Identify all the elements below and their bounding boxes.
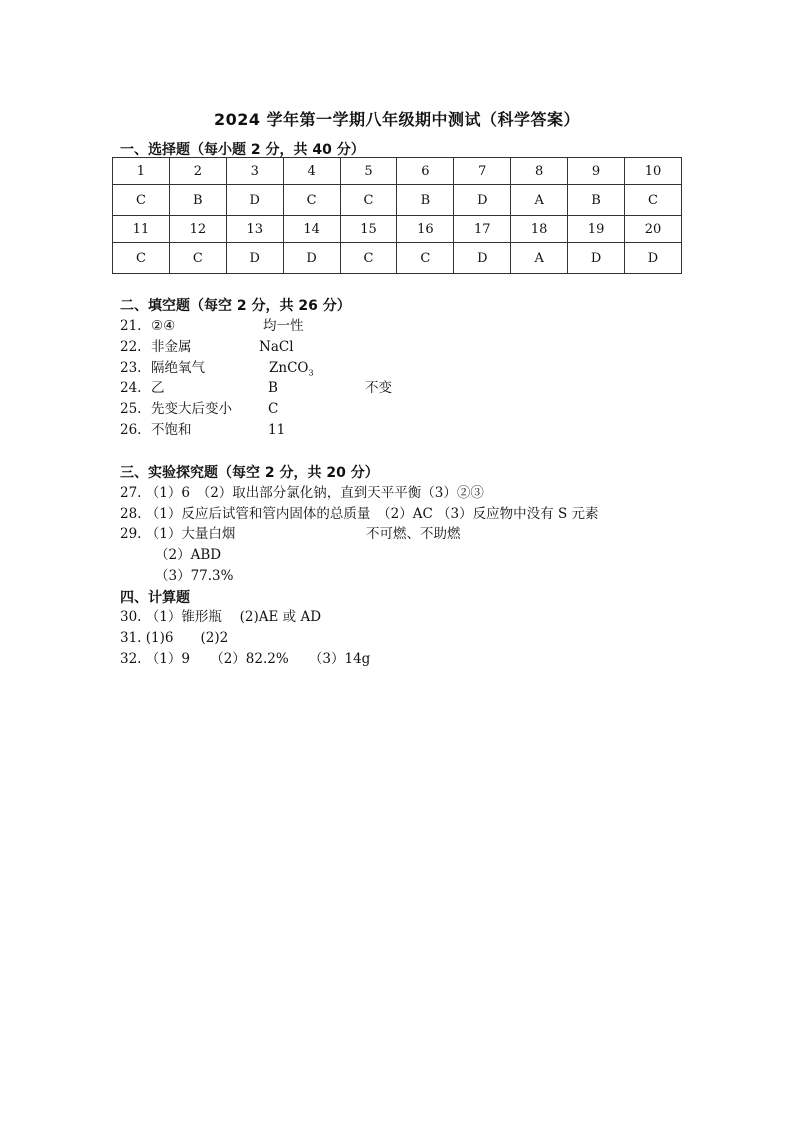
question-number: 22.	[120, 339, 142, 355]
question-number: 25.	[120, 401, 142, 417]
answer-cell: D	[283, 243, 340, 274]
answer-blank-1: ②④	[151, 318, 176, 334]
answer-blank-2: 均一性	[263, 318, 304, 334]
question-number-cell: 15	[340, 216, 397, 243]
question-number-cell: 9	[568, 158, 625, 185]
answer-cell: D	[625, 243, 682, 274]
question-number-cell: 12	[169, 216, 226, 243]
answer-line-27: 27. （1）6 （2）取出部分氯化钠，直到天平平衡（3）②③	[120, 485, 484, 501]
multiple-choice-answer-table	[112, 157, 682, 274]
answer-cell: C	[340, 185, 397, 216]
answer-blank-1: 先变大后变小	[151, 401, 232, 417]
answer-cell: B	[169, 185, 226, 216]
question-number-cell: 4	[283, 158, 340, 185]
question-number-cell: 7	[454, 158, 511, 185]
answer-blank-2: NaCl	[259, 339, 294, 355]
question-number-cell: 18	[511, 216, 568, 243]
answer-line-24	[120, 378, 720, 398]
section-2-heading: 二、填空题（每空 2 分，共 26 分）	[120, 298, 351, 314]
question-number-cell: 20	[625, 216, 682, 243]
answer-part-1-b: 不可燃、不助燃	[366, 526, 461, 542]
section-1-heading: 一、选择题（每小题 2 分，共 40 分）	[120, 142, 365, 158]
question-number: 23.	[120, 360, 142, 376]
answer-line-25	[120, 399, 720, 419]
answer-cell: B	[397, 185, 454, 216]
question-number-cell: 16	[397, 216, 454, 243]
answer-blank-2: 11	[268, 422, 286, 438]
answer-blank-2: C	[268, 401, 279, 417]
answer-cell: C	[283, 185, 340, 216]
answer-blank-1: 非金属	[151, 339, 192, 355]
question-number-cell: 14	[283, 216, 340, 243]
answer-line-32: 32. （1）9 （2）82.2% （3）14g	[120, 651, 371, 667]
answer-cell: C	[625, 185, 682, 216]
question-number-cell: 3	[226, 158, 283, 185]
answer-cell: A	[511, 243, 568, 274]
question-number-cell: 11	[113, 216, 170, 243]
answer-cell: C	[113, 243, 170, 274]
answer-blank-1: 隔绝氧气	[151, 360, 205, 376]
answer-line-30: 30. （1）锥形瓶 (2)AE 或 AD	[120, 609, 322, 625]
answer-line-29	[120, 524, 720, 544]
answer-cell: C	[397, 243, 454, 274]
answer-line-22	[120, 337, 720, 357]
table-row	[113, 185, 682, 216]
answer-cell: C	[113, 185, 170, 216]
question-number-cell: 5	[340, 158, 397, 185]
answer-line-29-part-3: （3）77.3%	[155, 568, 234, 584]
question-number-cell: 6	[397, 158, 454, 185]
answer-line-28: 28. （1）反应后试管和管内固体的总质量 （2）AC （3）反应物中没有 S 元素	[120, 506, 599, 522]
question-number-cell: 8	[511, 158, 568, 185]
question-number-cell: 17	[454, 216, 511, 243]
answer-cell: B	[568, 185, 625, 216]
table-row	[113, 243, 682, 274]
question-number: 21.	[120, 318, 142, 334]
answer-cell: D	[454, 243, 511, 274]
answer-cell: D	[226, 243, 283, 274]
section-3-heading: 三、实验探究题（每空 2 分，共 20 分）	[120, 465, 379, 481]
answer-cell: C	[169, 243, 226, 274]
answer-cell: C	[340, 243, 397, 274]
answer-line-29-part-2: （2）ABD	[155, 547, 222, 563]
answer-blank-1: 乙	[151, 380, 165, 396]
answer-cell: D	[226, 185, 283, 216]
formula-text: ZnCO	[269, 360, 309, 376]
question-number-cell: 1	[113, 158, 170, 185]
question-number-cell: 10	[625, 158, 682, 185]
answer-line-23	[120, 358, 720, 378]
table-row	[113, 216, 682, 243]
answer-cell: A	[511, 185, 568, 216]
question-number-cell: 2	[169, 158, 226, 185]
section-4-heading: 四、计算题	[120, 590, 190, 606]
answer-blank-3: 不变	[365, 380, 392, 396]
answer-line-26	[120, 420, 720, 440]
answer-part-1: 29. （1）大量白烟	[120, 526, 236, 542]
question-number-cell: 13	[226, 216, 283, 243]
answer-blank-2: B	[268, 380, 278, 396]
answer-line-21	[120, 316, 720, 336]
answer-cell: D	[568, 243, 625, 274]
page-title: 2024 学年第一学期八年级期中测试（科学答案）	[213, 110, 581, 129]
answer-cell: D	[454, 185, 511, 216]
question-number: 26.	[120, 422, 142, 438]
answer-blank-1: 不饱和	[151, 422, 192, 438]
question-number: 24.	[120, 380, 142, 396]
question-number-cell: 19	[568, 216, 625, 243]
table-row	[113, 158, 682, 185]
answer-line-31: 31. (1)6 (2)2	[120, 630, 229, 646]
formula-subscript: 3	[308, 368, 314, 378]
